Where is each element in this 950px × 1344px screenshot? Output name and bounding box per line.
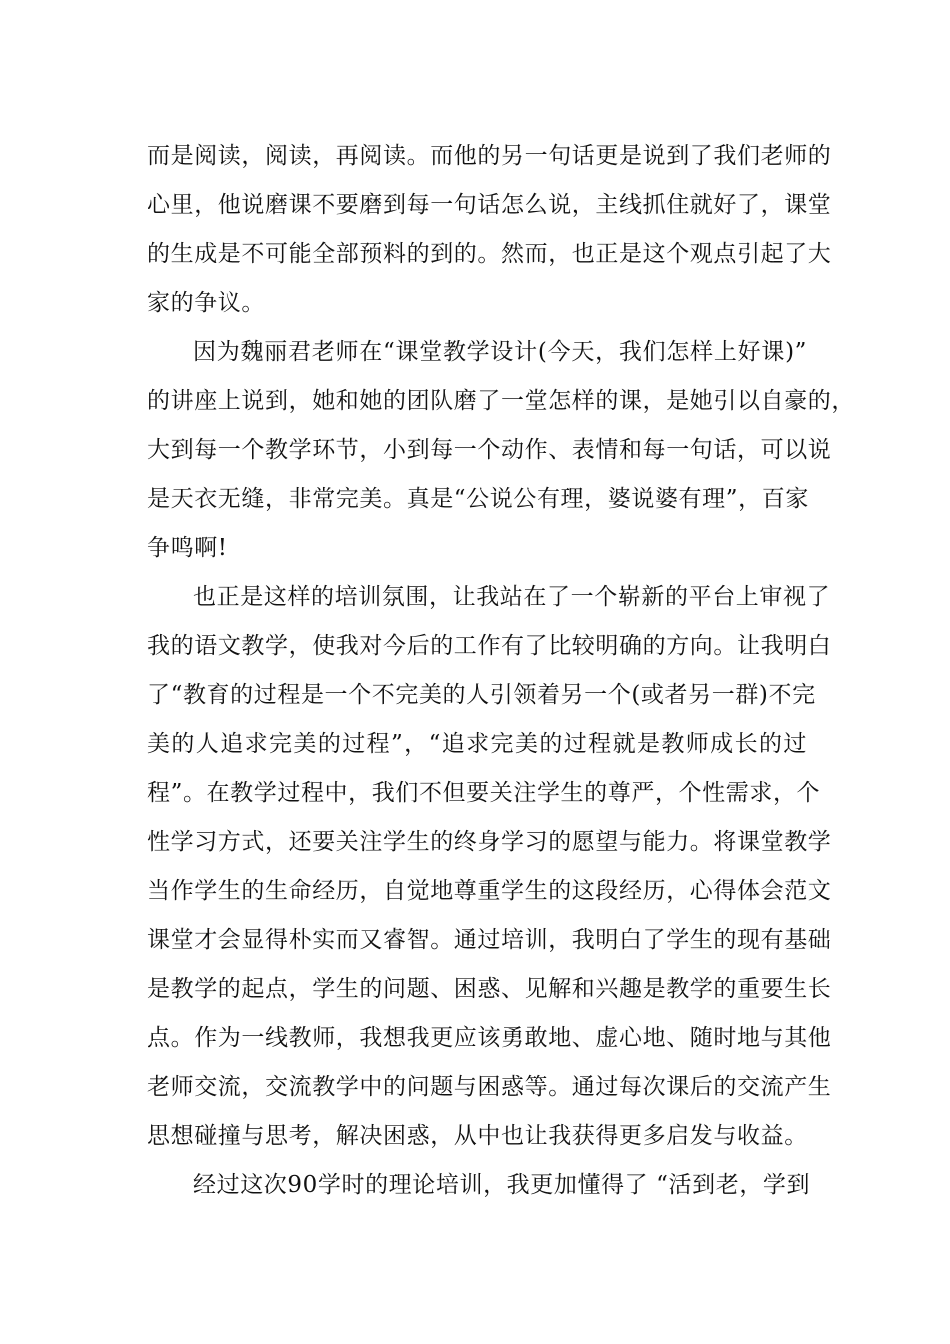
text-line: 课堂才会显得朴实而又睿智。通过培训，我明白了学生的现有基础 xyxy=(147,927,832,953)
text-line: 的讲座上说到，她和她的团队磨了一堂怎样的课，是她引以自豪的， xyxy=(147,388,855,414)
body-text xyxy=(147,132,855,1210)
text-line: 是天衣无缝，非常完美。真是“公说公有理，婆说婆有理”，百家 xyxy=(147,486,809,512)
text-line: 家的争议。 xyxy=(147,290,265,316)
text-line: 而是阅读，阅读，再阅读。而他的另一句话更是说到了我们老师的 xyxy=(147,143,832,169)
text-line: 因为魏丽君老师在“课堂教学设计(今天，我们怎样上好课)” xyxy=(193,339,807,365)
text-line: 是教学的起点，学生的问题、困惑、见解和兴趣是教学的重要生长 xyxy=(147,976,832,1002)
text-line: 的生成是不可能全部预料的到的。然而，也正是这个观点引起了大 xyxy=(147,241,832,267)
text-line: 美的人追求完美的过程”，“追求完美的过程就是教师成长的过 xyxy=(147,731,807,757)
text-line: 大到每一个教学环节，小到每一个动作、表情和每一句话，可以说 xyxy=(147,437,832,463)
text-line: 性学习方式，还要关注学生的终身学习的愿望与能力。将课堂教学 xyxy=(147,829,832,855)
text-line: 老师交流，交流教学中的问题与困惑等。通过每次课后的交流产生 xyxy=(147,1074,832,1100)
text-line: 经过这次90学时的理论培训，我更加懂得了 “活到老，学到 xyxy=(193,1172,811,1198)
text-line: 程”。在教学过程中，我们不但要关注学生的尊严，个性需求，个 xyxy=(147,780,821,806)
text-line: 思想碰撞与思考，解决困惑，从中也让我获得更多启发与收益。 xyxy=(147,1123,808,1149)
text-line: 也正是这样的培训氛围，让我站在了一个崭新的平台上审视了 xyxy=(193,584,831,610)
text-line: 点。作为一线教师，我想我更应该勇敢地、虚心地、随时地与其他 xyxy=(147,1025,832,1051)
text-line: 争鸣啊! xyxy=(147,535,228,561)
text-line: 当作学生的生命经历，自觉地尊重学生的这段经历，心得体会范文 xyxy=(147,878,832,904)
text-line: 心里，他说磨课不要磨到每一句话怎么说，主线抓住就好了，课堂 xyxy=(147,192,832,218)
text-line: 了“教育的过程是一个不完美的人引领着另一个(或者另一群)不完 xyxy=(147,682,816,708)
text-line: 我的语文教学，使我对今后的工作有了比较明确的方向。让我明白 xyxy=(147,633,832,659)
